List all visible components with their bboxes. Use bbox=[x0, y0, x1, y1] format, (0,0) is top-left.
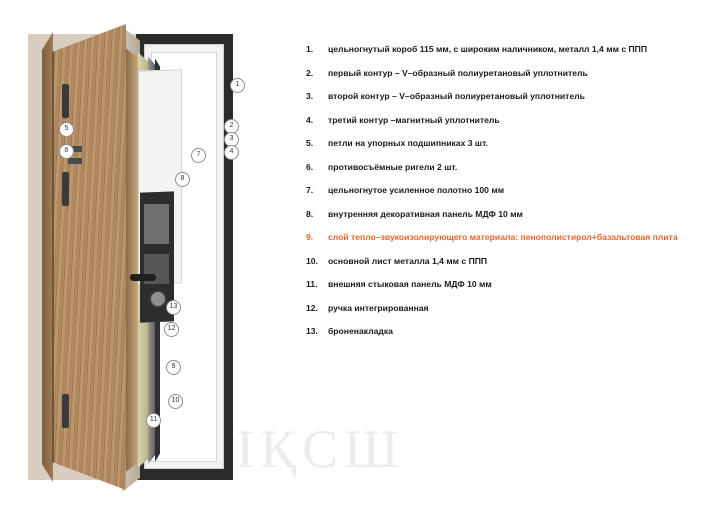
callout-marker-7: 7 bbox=[191, 148, 206, 163]
legend-item bbox=[306, 162, 686, 173]
lock-cylinder bbox=[149, 290, 167, 308]
door-handle bbox=[130, 274, 156, 281]
legend-item-number: 12. bbox=[306, 302, 318, 313]
legend-item-number: 9. bbox=[306, 232, 314, 242]
callout-marker-3: 3 bbox=[224, 132, 239, 147]
legend-item-number: 13. bbox=[306, 326, 318, 336]
legend-item bbox=[306, 115, 686, 126]
callout-marker-12: 12 bbox=[164, 322, 179, 337]
watermark: ІҚСШ bbox=[236, 419, 405, 479]
door-leaf-edge bbox=[42, 32, 53, 482]
callout-marker-9: 9 bbox=[166, 360, 181, 375]
legend-item bbox=[306, 232, 686, 243]
legend-item-number: 6. bbox=[306, 161, 314, 172]
layer-mdf-outer bbox=[126, 40, 138, 476]
legend-item bbox=[306, 68, 686, 79]
legend-item-number: 5. bbox=[306, 138, 314, 148]
legend-item-label: внешняя стыковая панель МДФ 10 мм bbox=[328, 279, 492, 289]
legend-item-label: противосъёмные ригели 2 шт. bbox=[328, 161, 458, 172]
legend-item bbox=[306, 185, 686, 196]
anti-removal-bolt-2 bbox=[68, 158, 82, 164]
legend-item-number: 8. bbox=[306, 208, 314, 219]
legend-item-number: 10. bbox=[306, 255, 318, 266]
legend-item bbox=[306, 303, 686, 314]
callout-marker-5: 5 bbox=[59, 122, 74, 137]
legend-item-label: второй контур – V–образный полиуретановый уплотнитель bbox=[328, 91, 585, 101]
callout-marker-4: 4 bbox=[224, 145, 239, 160]
legend-item bbox=[306, 138, 686, 149]
legend-item-number: 3. bbox=[306, 91, 314, 101]
legend-item-label: броненакладка bbox=[328, 326, 393, 336]
legend-item bbox=[306, 326, 686, 337]
legend-item-label: третий контур –магнитный уплотнитель bbox=[328, 114, 500, 125]
hinge-middle bbox=[62, 172, 69, 206]
legend-item-label: ручка интегрированная bbox=[328, 302, 429, 313]
callout-marker-10: 10 bbox=[168, 394, 183, 409]
legend-item-label: первый контур – V–образный полиуретановый уплотнитель bbox=[328, 67, 588, 78]
legend-item bbox=[306, 279, 686, 290]
legend-item-number: 11. bbox=[306, 279, 318, 289]
legend-list bbox=[306, 44, 686, 350]
legend-item-label: цельногнутое усиленное полотно 100 мм bbox=[328, 185, 505, 195]
callout-marker-8: 8 bbox=[175, 172, 190, 187]
legend-item-label: внутренняя декоративная панель МДФ 10 мм bbox=[328, 208, 523, 219]
callout-marker-2: 2 bbox=[224, 119, 239, 134]
legend-item-number: 7. bbox=[306, 185, 314, 195]
callout-marker-6: 6 bbox=[59, 144, 74, 159]
legend-item bbox=[306, 44, 686, 55]
legend-item-label: слой тепло–звукоизолирующего материала: пенополистирол+базальтовая плита bbox=[328, 232, 678, 242]
callout-marker-1: 1 bbox=[230, 78, 245, 93]
legend-item bbox=[306, 91, 686, 102]
legend-item-number: 4. bbox=[306, 114, 314, 125]
legend-item-label: цельногнутый короб 115 мм, с широким наличником, металл 1,4 мм с ППП bbox=[328, 44, 648, 54]
hinge-top bbox=[62, 84, 69, 118]
legend-item bbox=[306, 209, 686, 220]
legend-item-label: петли на упорных подшипниках 3 шт. bbox=[328, 138, 488, 148]
legend-item-label: основной лист металла 1,4 мм с ППП bbox=[328, 255, 488, 266]
lock-plate-upper bbox=[144, 204, 169, 244]
legend-item bbox=[306, 256, 686, 267]
legend-item-number: 1. bbox=[306, 44, 314, 54]
callout-marker-13: 13 bbox=[166, 300, 181, 315]
callout-marker-11: 11 bbox=[146, 413, 161, 428]
hinge-bottom bbox=[62, 394, 69, 428]
legend-item-number: 2. bbox=[306, 67, 314, 78]
